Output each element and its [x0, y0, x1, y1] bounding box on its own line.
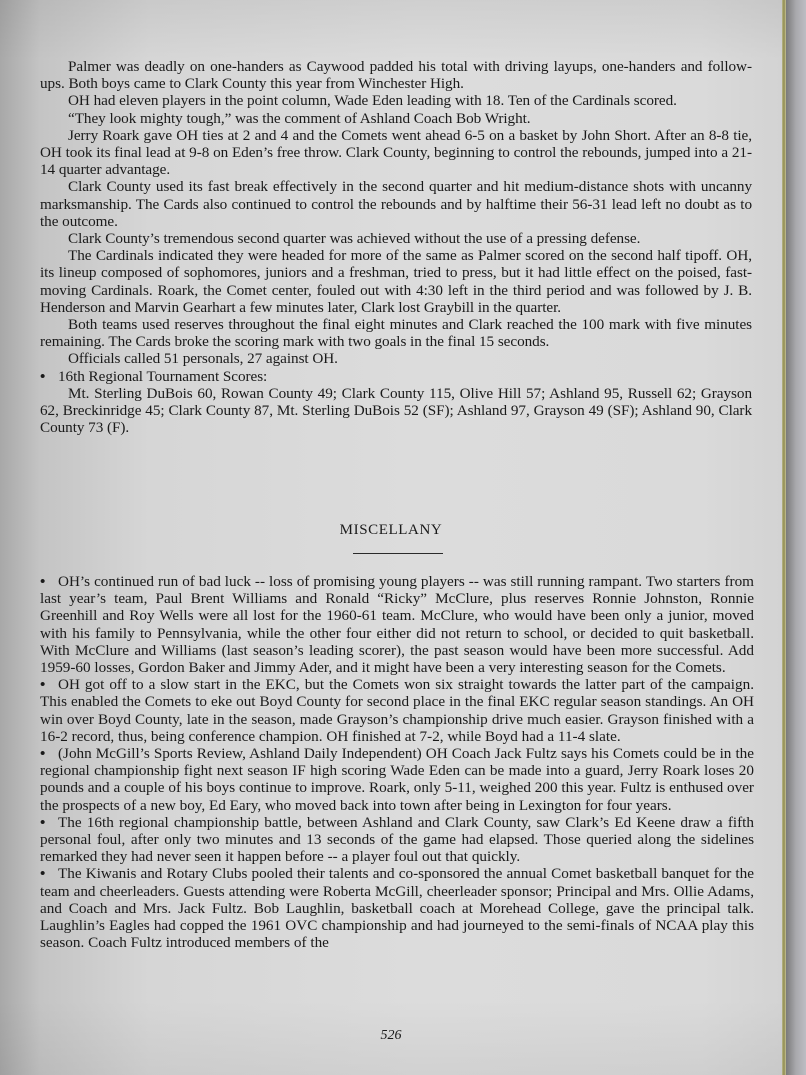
report-paragraph: OH had eleven players in the point column, Wade Eden leading with 18. Ten of the Cardinals scored. [68, 92, 677, 110]
miscellany-item-text: OH got off to a slow start in the EKC, but the Comets won six straight towards the latter part of the campaign. This enabled the Comets to eke out Boyd County for second place in the final EKC regular season standings. An OH win over Boyd County, late in the season, made Grayson’s championship drive much easier. Grayson finished with a 16-2 record, thus, being conference champion. OH finished at 7-2, while Boyd had a 11-4 slate. [40, 676, 754, 745]
bullet-icon: • [40, 813, 46, 831]
miscellany-item-text: The 16th regional championship battle, between Ashland and Clark County, saw Clark’s Ed Keene draw a fifth personal foul, after only two minutes and 13 seconds of the game had elapsed. Those queried along the sidelines remarked they had never seen it happen before -- a player foul out that quickly. [40, 813, 754, 866]
report-paragraph: Officials called 51 personals, 27 against OH. [68, 350, 338, 368]
section-divider [353, 553, 443, 554]
bullet-icon: • [40, 676, 46, 694]
bullet-icon: • [40, 865, 46, 883]
page-number: 526 [380, 1028, 402, 1043]
miscellany-item [40, 573, 754, 676]
miscellany-item [40, 814, 754, 866]
report-paragraph: “They look mighty tough,” was the comment of Ashland Coach Bob Wright. [68, 109, 531, 127]
bullet-icon: • [40, 367, 46, 385]
report-paragraph: Clark County’s tremendous second quarter was achieved without the use of a pressing defense. [68, 230, 641, 248]
bullet-icon: • [40, 745, 46, 763]
report-paragraph: Jerry Roark gave OH ties at 2 and 4 and the Comets went ahead 6-5 on a basket by John Short. After an 8-8 tie, OH took its final lead at 9-8 on Eden’s free throw. Clark County, beginning to control the rebounds, jumped into a 21-14 quarter advantage. [40, 126, 752, 179]
report-paragraph: The Cardinals indicated they were headed for more of the same as Palmer scored on the second half tipoff. OH, its lineup composed of sophomores, juniors and a freshman, tried to press, but it had little effect on the poised, fast-moving Cardinals. Roark, the Comet center, fouled out with 4:30 left in the third period and was followed by J. B. Henderson and Marvin Gearhart a few minutes later, Clark lost Graybill in the quarter. [40, 247, 752, 316]
tournament-heading [40, 368, 752, 385]
report-paragraph: Clark County used its fast break effectively in the second quarter and hit medium-distance shots with uncanny marksmanship. The Cards also continued to control the rebounds and by halftime their 56-31 lead left no doubt as to the outcome. [40, 178, 752, 230]
section-title: MISCELLANY [339, 522, 443, 538]
tournament-heading-text: 16th Regional Tournament Scores: [58, 367, 268, 385]
report-paragraph: Both teams used reserves throughout the final eight minutes and Clark reached the 100 mark with five minutes remaining. The Cards broke the scoring mark with two goals in the final 15 seconds. [40, 316, 752, 351]
game-report [40, 58, 752, 436]
book-cover-edge [786, 0, 806, 1075]
miscellany-item-text: OH’s continued run of bad luck -- loss of promising young players -- was still running rampant. Two starters from last year’s team, Paul Brent Williams and Ronald “Ricky” McClure, plus reserves Ronnie Johnston, Ronnie Greenhill and Roy Wells were all lost for the 1960-61 team. McClure, who would have been only a junior, moved with his family to Pennsylvania, while the other four either did not return to school, or decided to quit basketball. With McClure and Williams (last season’s leading scorer), the past season would have been more successful. Add 1959-60 losses, Gordon Baker and Jimmy Ader, and it might have been a very interesting season for the Comets. [40, 573, 754, 677]
miscellany-item-text: The Kiwanis and Rotary Clubs pooled their talents and co-sponsored the annual Comet basketball banquet for the team and cheerleaders. Guests attending were Roberta McGill, cheerleader sponsor; Principal and Mrs. Ollie Adams, and Coach and Mrs. Jack Fultz. Bob Laughlin, basketball coach at Morehead College, gave the principal talk. Laughlin’s Eagles had copped the 1961 OVC championship and had journeyed to the semi-finals of NCAA play this season. Coach Fultz introduced members of the [40, 865, 754, 952]
tournament-scores: Mt. Sterling DuBois 60, Rowan County 49; Clark County 115, Olive Hill 57; Ashland 95, Russell 62; Grayson 62, Breckinridge 45; Clark County 87, Mt. Sterling DuBois 52 (SF); Ashland 97, Grayson 49 (SF); Ashland 90, Clark County 73 (F). [40, 384, 752, 437]
report-paragraph: Palmer was deadly on one-handers as Caywood padded his total with driving layups, one-handers and follow-ups. Both boys came to Clark County this year from Winchester High. [40, 58, 752, 93]
miscellany-item [40, 676, 754, 745]
miscellany-section [40, 573, 754, 951]
miscellany-item [40, 865, 754, 951]
bullet-icon: • [40, 573, 46, 590]
miscellany-item-text: (John McGill’s Sports Review, Ashland Daily Independent) OH Coach Jack Fultz says his Comets could be in the regional championship fight next season IF high scoring Wade Eden can be made into a guard, Jerry Roark loses 20 pounds and a couple of his boys continue to improve. Roark, only 5-11, weighed 200 this year. Fultz is enthused over the prospects of a new boy, Ed Eary, who moved back into town after being in Lexington for four years. [40, 745, 754, 814]
miscellany-item [40, 745, 754, 814]
